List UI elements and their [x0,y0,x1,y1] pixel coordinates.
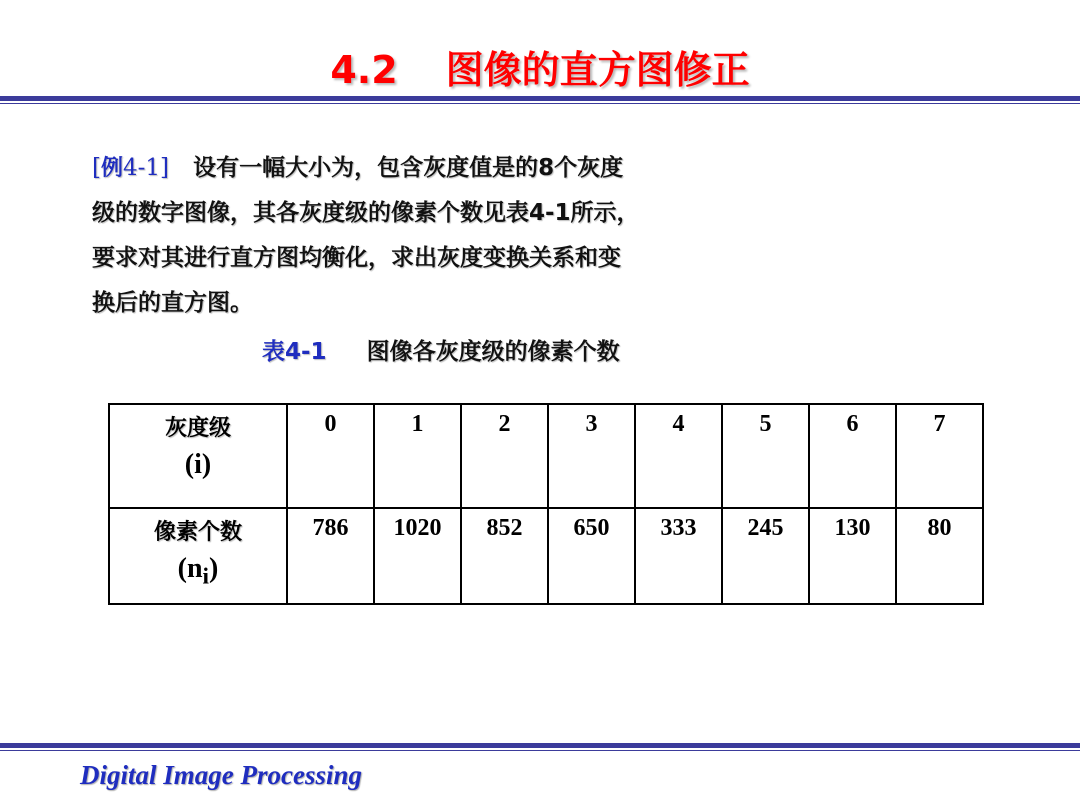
table-caption-id: 表4-1 [262,339,327,365]
level-cell: 3 [548,404,635,508]
footer-course-title: Digital Image Processing [80,760,362,790]
table-row-counts [109,508,983,604]
level-cell: 1 [374,404,461,508]
table-row-levels [109,404,983,508]
table-caption-text: 图像各灰度级的像素个数 [366,339,620,365]
row-header-gray-level: 灰度级 (i) [109,404,287,508]
slide-title [0,40,1080,100]
level-cell: 5 [722,404,809,508]
count-cell: 333 [635,508,722,604]
count-cell: 130 [809,508,896,604]
count-cell: 786 [287,508,374,604]
count-cell: 650 [548,508,635,604]
example-line-1: 设有一幅大小为，包含灰度值是的8个灰度 [193,155,624,181]
level-cell: 6 [809,404,896,508]
top-divider [0,96,1080,104]
count-cell: 852 [461,508,548,604]
title-number: 4.2 [330,48,398,92]
example-line-4: 换后的直方图。 [92,290,253,316]
level-cell: 2 [461,404,548,508]
example-line-3: 要求对其进行直方图均衡化，求出灰度变换关系和变 [92,245,621,271]
level-cell: 4 [635,404,722,508]
example-line-2: 级的数字图像，其各灰度级的像素个数见表4-1所示， [92,200,640,226]
pixel-count-table [108,403,984,605]
count-cell: 245 [722,508,809,604]
level-cell: 7 [896,404,983,508]
level-cell: 0 [287,404,374,508]
count-cell: 1020 [374,508,461,604]
example-tag: [例4-1] [92,155,170,181]
title-text: 图像的直方图修正 [445,48,750,92]
table-caption [262,334,620,370]
count-cell: 80 [896,508,983,604]
example-paragraph [92,146,932,326]
bottom-divider [0,743,1080,751]
row-header-pixel-count: 像素个数 $(n_i)$ [109,508,287,604]
